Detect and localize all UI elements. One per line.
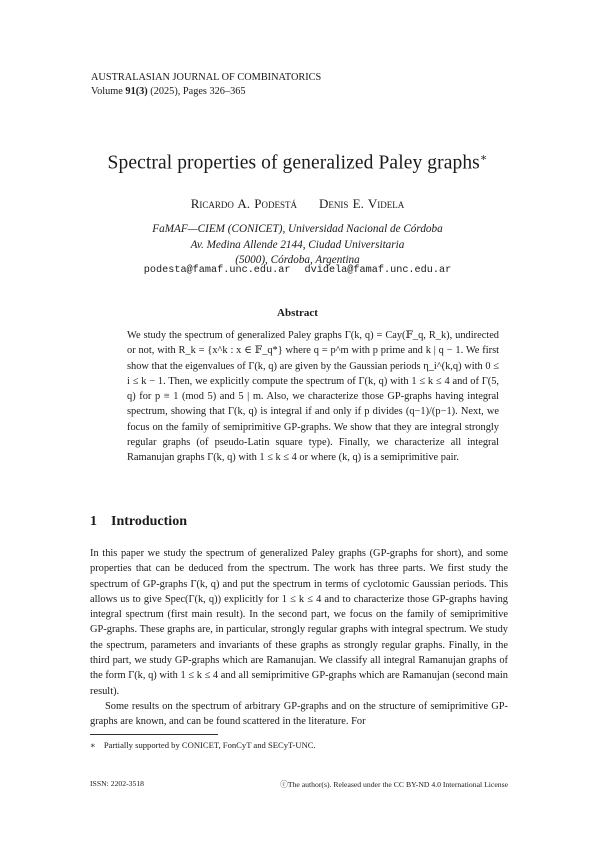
affiliation-line: FaMAF—CIEM (CONICET), Universidad Nacional de Córdoba [152,223,443,235]
volume-number: 91(3) [125,86,148,97]
footnote-mark: ∗ [90,740,96,750]
author-list [0,196,595,212]
affiliation-line: Av. Medina Allende 2144, Ciudad Universitaria [190,238,405,251]
journal-header [91,71,321,99]
issn: ISSN: 2202-3518 [90,779,145,788]
abstract-text: We study the spectrum of generalized Paley graphs Γ(k, q) = Cay(𝔽_q, R_k), undirected or not, with R_k = {x^k : x ∈ 𝔽_q*} where q = p^m with p prime and k | q − 1. We first show that the eigenvalues of Γ(k, q) are given by the Gaussian periods η_i^(k,q) with 0 ≤ i ≤ k − 1. Then, we explicitly compute the spectrum of Γ(k, q) with 1 ≤ k ≤ 4 and of Γ(5, q) for p ≡ 1 (mod 5) and 5 | m. Also, we characterize those GP-graphs having integral spectrum, showing that Γ(k, q) is integral if and only if p divides (q−1)/(p−1). Next, we focus on the family of semiprimitive GP-graphs. We show that they are integral strongly regular graphs (of pseudo-Latin square type). Finally, we characterize all integral Ramanujan graphs Γ(k, q) with 1 ≤ k ≤ 4 or where (k, q) is a semiprimitive pair. [127,330,499,463]
journal-name: AUSTRALASIAN JOURNAL OF COMBINATORICS [91,72,322,83]
abstract-heading: Abstract [277,307,318,319]
author-name: Ricardo A. Podestá [190,196,298,211]
section-body [90,546,508,730]
paper-title: Spectral properties of generalized Paley graphs∗ [107,152,488,174]
title-footnote-mark: ∗ [479,152,488,164]
section-number: 1 [90,514,97,529]
footnote [90,740,316,751]
affiliation [0,222,595,269]
body-paragraph: Some results on the spectrum of arbitrary GP-graphs and on the structure of semiprimitive GP-graphs are known, and can be found scattered in the literature. For [90,700,508,728]
journal-volume: Volume 91(3) (2025), Pages 326–365 [91,86,246,97]
footnote-rule [90,734,218,735]
affiliation-line: (5000), Córdoba, Argentina [235,254,360,266]
email-link[interactable]: dvidela@famaf.unc.edu.ar [304,265,452,276]
section-title: Introduction [111,514,187,529]
page-footer [90,779,508,790]
section-heading [90,514,187,530]
footnote-text: Partially supported by CONICET, FonCyT and SECyT-UNC. [103,740,316,750]
author-emails [0,265,595,276]
email-link[interactable]: podesta@famaf.unc.edu.ar [143,265,291,276]
body-paragraph: In this paper we study the spectrum of generalized Paley graphs (GP-graphs for short), and some properties that can be deduced from the spectrum. The work has three parts. We first study the spectrum of GP-graphs Γ(k, q) and put the spectrum in terms of cyclotomic Gaussian periods. This allows us to give Spec(Γ(k, q)) explicitly for 1 ≤ k ≤ 4 and to characterize those GP-graphs having integral spectrum (first main result). In the second part, we focus on the family of semiprimitive GP-graphs. These graphs are, in particular, strongly regular graphs with integral spectrum. We study the spectrum, parameters and invariants of these graphs as strongly regular graphs. Finally, in the third part, we study GP-graphs which are Ramanujan. We classify all integral Ramanujan graphs of the form Γ(k, q) with 1 ≤ k ≤ 4 and all semiprimitive GP-graphs which are Ramanujan (second main result). [90,548,508,697]
license-notice: ⓒThe author(s). Released under the CC BY-ND 4.0 International License [280,780,508,789]
author-name: Denis E. Videla [319,196,405,211]
